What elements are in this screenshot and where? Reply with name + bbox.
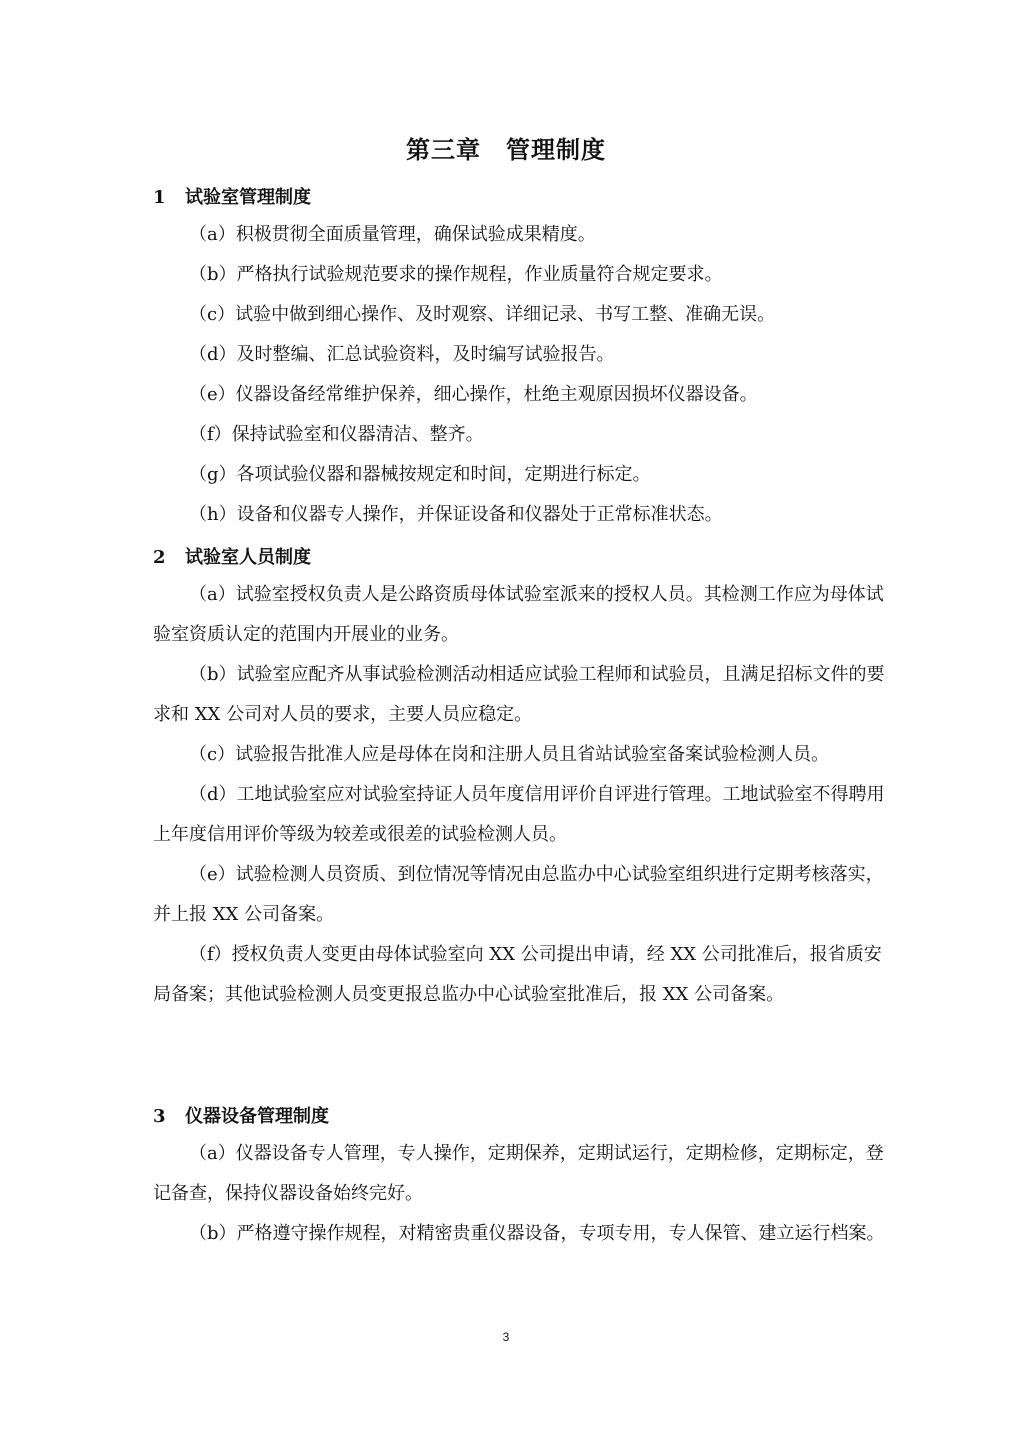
paragraph: （f）保持试验室和仪器清洁、整齐。 — [189, 424, 484, 445]
chapter-title: 第三章 管理制度 — [406, 135, 606, 164]
section-title: 试验室管理制度 — [185, 187, 311, 208]
section-heading — [153, 183, 885, 213]
paragraph: （d）工地试验室应对试验室持证人员年度信用评价自评进行管理。工地试验室不得聘用上年度信用评价等级为较差或很差的试验检测人员。 — [153, 784, 885, 845]
section-equipment-management — [153, 1102, 885, 1254]
section-title: 试验室人员制度 — [185, 547, 311, 568]
section-lab-management — [153, 183, 885, 535]
paragraph: （h）设备和仪器专人操作，并保证设备和仪器处于正常标准状态。 — [189, 504, 723, 525]
paragraph: （b）严格遵守操作规程，对精密贵重仪器设备，专项专用，专人保管、建立运行档案。 — [189, 1223, 885, 1244]
section-number: 3 — [153, 1106, 166, 1127]
paragraph: （g）各项试验仪器和器械按规定和时间，定期进行标定。 — [189, 464, 651, 485]
section-lab-personnel — [153, 543, 885, 1015]
paragraph: （d）及时整编、汇总试验资料，及时编写试验报告。 — [189, 344, 615, 365]
paragraph: （c）试验报告批准人应是母体在岗和注册人员且省站试验室备案试验检测人员。 — [189, 744, 830, 765]
paragraph: （b）严格执行试验规范要求的操作规程，作业质量符合规定要求。 — [189, 264, 723, 285]
section-title: 仪器设备管理制度 — [185, 1106, 329, 1127]
paragraph: （f）授权负责人变更由母体试验室向 XX 公司提出申请，经 XX 公司批准后，报省质安局备案；其他试验检测人员变更报总监办中心试验室批准后，报 XX 公司备案。 — [153, 944, 882, 1005]
paragraph: （a）试验室授权负责人是公路资质母体试验室派来的授权人员。其检测工作应为母体试验室资质认定的范围内开展业的业务。 — [153, 584, 884, 645]
page-number: 3 — [502, 1330, 510, 1344]
section-heading — [153, 1102, 885, 1132]
paragraph: （c）试验中做到细心操作、及时观察、详细记录、书写工整、准确无误。 — [189, 304, 776, 325]
paragraph: （a）积极贯彻全面质量管理，确保试验成果精度。 — [189, 224, 596, 245]
paragraph: （b）试验室应配齐从事试验检测活动相适应试验工程师和试验员，且满足招标文件的要求和 XX 公司对人员的要求，主要人员应稳定。 — [153, 664, 885, 725]
section-heading — [153, 543, 885, 573]
paragraph: （e）试验检测人员资质、到位情况等情况由总监办中心试验室组织进行定期考核落实，并上报 XX 公司备案。 — [153, 864, 884, 925]
section-number: 1 — [153, 187, 166, 208]
paragraph: （a）仪器设备专人管理，专人操作，定期保养，定期试运行，定期检修，定期标定，登记备查，保持仪器设备始终完好。 — [153, 1143, 884, 1204]
paragraph: （e）仪器设备经常维护保养，细心操作，杜绝主观原因损坏仪器设备。 — [189, 384, 758, 405]
section-number: 2 — [153, 547, 166, 568]
